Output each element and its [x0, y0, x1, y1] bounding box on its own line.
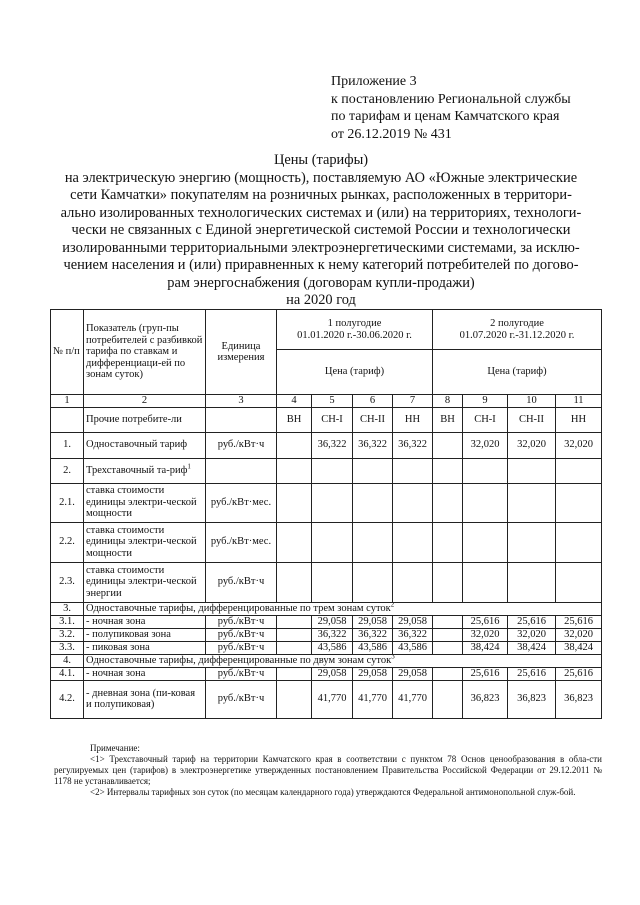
appendix-line: по тарифам и ценам Камчатского края — [331, 109, 560, 124]
footnote-1: <1> Трехставочный тариф на территории Камчатского края в соответствии с пунктом 78 Основ ценообразования в обла-сти регулируемых цен (тарифов) в электроэнергетике утвержденных постановлением Правительства Российской Федерации от 29.12.2011 № 1178 не устанавливается; — [54, 754, 602, 786]
value-cell: 29,058 — [353, 615, 393, 628]
row-num: 3.1. — [51, 615, 84, 628]
row-unit: руб./кВт·ч — [206, 615, 277, 628]
cell-empty — [206, 407, 277, 432]
row-num: 4.2. — [51, 680, 84, 718]
title-line: ально изолированных технологических системах и (или) на территориях, технологи- — [60, 204, 582, 221]
level-header: СН-I — [312, 407, 353, 432]
row-num: 3.2. — [51, 628, 84, 641]
value-cell: 32,020 — [508, 432, 556, 458]
value-cell: 29,058 — [393, 667, 433, 680]
table-row — [51, 641, 602, 654]
section-label-text: Одноставочные тарифы, дифференцированные по трем зонам суток — [86, 602, 391, 614]
value-cell — [277, 615, 312, 628]
row-label-text: Трехставочный та-риф — [86, 464, 188, 476]
footnote-ref: 2 — [390, 602, 395, 609]
value-cell: 29,058 — [312, 615, 353, 628]
row-unit: руб./кВт·ч — [206, 562, 277, 602]
header-half1 — [277, 310, 433, 350]
table-row — [51, 628, 602, 641]
appendix-line: к постановлению Региональной службы — [331, 91, 571, 107]
value-cell: 32,020 — [463, 432, 508, 458]
value-cell: 36,823 — [508, 680, 556, 718]
value-cell — [433, 615, 463, 628]
row-unit: руб./кВт·ч — [206, 432, 277, 458]
colnum: 10 — [508, 395, 556, 408]
row-label: - дневная зона (пи-ковая и полупиковая) — [84, 680, 206, 718]
other-consumers-label: Прочие потребите-ли — [84, 407, 206, 432]
row-unit: руб./кВт·ч — [206, 667, 277, 680]
tariff-table — [50, 309, 602, 719]
value-cell: 29,058 — [353, 667, 393, 680]
title-line: чески не связанных с Единой энергетической системой России и технологически — [71, 222, 571, 238]
value-cell: 25,616 — [556, 615, 602, 628]
level-header: НН — [393, 407, 433, 432]
table-row — [51, 522, 602, 562]
colnum: 7 — [393, 395, 433, 408]
value-cell: 36,322 — [312, 628, 353, 641]
value-cell: 29,058 — [312, 667, 353, 680]
row-unit: руб./кВт·ч — [206, 628, 277, 641]
footnote-2: <2> Интервалы тарифных зон суток (по месяцам календарного года) утверждаются Федеральной антимонопольной служ-бой. — [90, 787, 576, 797]
title-line: рам энергоснабжения (договорам купли-продажи) — [167, 274, 475, 291]
table-row — [51, 667, 602, 680]
header-half1-label: 1 полугодие — [327, 318, 382, 329]
value-cell — [433, 667, 463, 680]
value-cell — [433, 432, 463, 458]
value-cell: 36,322 — [393, 432, 433, 458]
header-indicator: Показатель (груп-пы потребителей с разбивкой тарифа по ставкам и дифференциаци-ей по зонам суток) — [84, 310, 206, 395]
colnum: 3 — [206, 395, 277, 408]
row-num: 2.1. — [51, 483, 84, 522]
value-cell: 38,424 — [463, 641, 508, 654]
row-label: ставка стоимости единицы электри-ческой энергии — [84, 562, 206, 602]
value-cell: 36,322 — [312, 432, 353, 458]
colnum: 2 — [84, 395, 206, 408]
value-cell: 41,770 — [312, 680, 353, 718]
section-label — [84, 602, 602, 615]
colnum: 4 — [277, 395, 312, 408]
value-cell: 32,020 — [556, 432, 602, 458]
row-label: Одноставочный тариф — [84, 432, 206, 458]
table-row — [51, 615, 602, 628]
value-cell: 36,823 — [463, 680, 508, 718]
value-cell — [433, 641, 463, 654]
table-row — [51, 432, 602, 458]
title-line: чением населения и (или) приравненных к нему категорий потребителей по догово- — [63, 257, 579, 273]
value-cell — [433, 680, 463, 718]
colnum: 9 — [463, 395, 508, 408]
value-cell: 43,586 — [353, 641, 393, 654]
table-row — [51, 458, 602, 483]
footnotes — [54, 743, 602, 798]
appendix-header — [331, 73, 611, 143]
value-cell — [277, 680, 312, 718]
value-cell — [277, 641, 312, 654]
level-header: СН-I — [463, 407, 508, 432]
level-header: ВН — [433, 407, 463, 432]
value-cell: 25,616 — [508, 615, 556, 628]
value-cell: 36,823 — [556, 680, 602, 718]
value-cell: 32,020 — [556, 628, 602, 641]
value-cell: 29,058 — [393, 615, 433, 628]
footnote-ref: 1 — [187, 462, 191, 471]
notes-heading: Примечание: — [90, 743, 140, 753]
table-row — [51, 680, 602, 718]
colnum: 5 — [312, 395, 353, 408]
footnote-ref: 3 — [391, 654, 395, 661]
header-half2-label: 2 полугодие — [490, 318, 544, 329]
row-num: 4.1. — [51, 667, 84, 680]
row-unit: руб./кВт·ч — [206, 680, 277, 718]
section-label — [84, 654, 602, 667]
row-label: ставка стоимости единицы электри-ческой мощности — [84, 522, 206, 562]
row-label: - ночная зона — [84, 667, 206, 680]
value-cell: 36,322 — [353, 432, 393, 458]
table-row — [51, 602, 602, 615]
row-unit: руб./кВт·мес. — [206, 522, 277, 562]
table-row — [51, 654, 602, 667]
title-line: на электрическую энергию (мощность), поставляемую АО «Южные электрические — [64, 169, 578, 186]
row-num: 3.3. — [51, 641, 84, 654]
value-cell — [433, 628, 463, 641]
colnum: 1 — [51, 395, 84, 408]
value-cell: 36,322 — [353, 628, 393, 641]
row-num: 2.2. — [51, 522, 84, 562]
value-cell: 25,616 — [463, 667, 508, 680]
value-cell: 25,616 — [556, 667, 602, 680]
section-label-text: Одноставочные тарифы, дифференцированные по двум зонам суток — [86, 654, 392, 666]
appendix-line: от 26.12.2019 № 431 — [331, 126, 452, 142]
value-cell: 36,322 — [393, 628, 433, 641]
title-line: сети Камчатки» покупателям на розничных рынках, расположенных в территори- — [70, 187, 572, 203]
row-unit: руб./кВт·мес. — [206, 483, 277, 522]
row-label: - пиковая зона — [84, 641, 206, 654]
value-cell: 43,586 — [393, 641, 433, 654]
value-cell: 43,586 — [312, 641, 353, 654]
header-unit: Единица измерения — [206, 310, 277, 395]
row-num: 4. — [51, 654, 84, 667]
row-num: 3. — [51, 602, 84, 615]
value-cell: 25,616 — [508, 667, 556, 680]
colnum: 8 — [433, 395, 463, 408]
row-num: 2. — [51, 458, 84, 483]
row-unit: руб./кВт·ч — [206, 641, 277, 654]
title-line: изолированными территориальными электроэнергетическими системами, за исклю- — [62, 239, 580, 256]
header-half2-dates: 01.07.2020 г.-31.12.2020 г. — [459, 329, 575, 341]
title-line: Цены (тарифы) — [273, 152, 369, 168]
row-num: 2.3. — [51, 562, 84, 602]
table-row — [51, 483, 602, 522]
level-header: СН-II — [508, 407, 556, 432]
header-num: № п/п — [51, 310, 84, 395]
level-header: ВН — [277, 407, 312, 432]
row-label: ставка стоимости единицы электри-ческой мощности — [84, 483, 206, 522]
value-cell — [277, 628, 312, 641]
table-row — [51, 562, 602, 602]
value-cell — [277, 667, 312, 680]
row-label — [84, 458, 206, 483]
value-cell: 32,020 — [508, 628, 556, 641]
value-cell: 32,020 — [463, 628, 508, 641]
row-label: - полупиковая зона — [84, 628, 206, 641]
level-header: СН-II — [353, 407, 393, 432]
appendix-line: Приложение 3 — [331, 74, 417, 89]
header-half2 — [433, 310, 602, 350]
row-num: 1. — [51, 432, 84, 458]
header-half1-dates: 01.01.2020 г.-30.06.2020 г. — [297, 329, 412, 341]
level-header: НН — [556, 407, 602, 432]
colnum: 11 — [556, 395, 602, 408]
cell-empty — [51, 407, 84, 432]
value-cell: 41,770 — [393, 680, 433, 718]
value-cell: 38,424 — [556, 641, 602, 654]
row-label: - ночная зона — [84, 615, 206, 628]
value-cell: 38,424 — [508, 641, 556, 654]
document-title — [36, 152, 606, 310]
value-cell: 25,616 — [463, 615, 508, 628]
value-cell — [277, 432, 312, 458]
header-price-2: Цена (тариф) — [433, 350, 602, 395]
value-cell: 41,770 — [353, 680, 393, 718]
colnum: 6 — [353, 395, 393, 408]
title-line: на 2020 год — [286, 292, 356, 308]
header-price-1: Цена (тариф) — [277, 350, 433, 395]
